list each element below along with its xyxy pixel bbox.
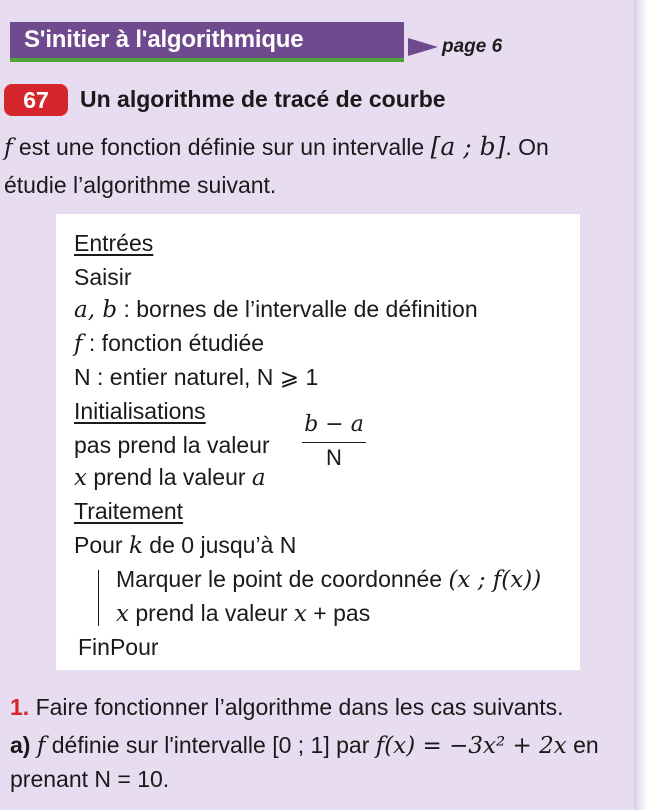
line-n: N : entier naturel, N ⩾ 1: [74, 364, 319, 390]
question-a-line-2: prenant N = 10.: [10, 766, 170, 792]
section-treatment: Traitement: [74, 498, 184, 524]
exercise-title: Un algorithme de tracé de courbe: [80, 86, 446, 112]
loop-post: de 0 jusqu’à N: [142, 532, 297, 558]
question-a-fn: f: [36, 733, 46, 759]
line-loop-body-1: [116, 566, 541, 593]
line-loop-start: [74, 532, 296, 559]
loop-pre: Pour: [74, 532, 129, 558]
intro-end: . On: [505, 134, 549, 160]
question-a-interval: [0 ; 1]: [272, 732, 330, 758]
intro-text: est une fonction définie sur un intervalle: [12, 134, 431, 160]
section-inputs: Entrées: [74, 230, 154, 256]
fraction-denominator: N: [326, 445, 342, 470]
arrow-right-icon: [408, 38, 438, 56]
banner-title: S'initier à l'algorithmique: [24, 26, 304, 53]
function-var: f: [74, 331, 83, 357]
fraction-bar: [302, 442, 366, 443]
bounds-vars: a, b: [74, 297, 118, 323]
line-pas: pas prend la valeur: [74, 432, 270, 458]
loop-body-bar: [98, 570, 99, 626]
question-1: [10, 694, 564, 721]
intro-line-1: [4, 132, 549, 161]
section-init: Initialisations: [74, 398, 206, 424]
line-saisir: Saisir: [74, 264, 132, 290]
question-a-formula: f(x) = −3x² + 2x: [375, 733, 567, 759]
section-banner: [10, 22, 404, 62]
x-var: x: [74, 465, 87, 491]
question-1-number: 1.: [10, 694, 30, 720]
body2-expr: x: [293, 601, 307, 627]
question-a-label: a): [10, 732, 31, 758]
mark-coord: (x ; f(x)): [448, 567, 542, 593]
body2-var: x: [116, 601, 129, 627]
x-text: prend la valeur: [86, 464, 252, 490]
body2-end: + pas: [306, 600, 371, 626]
line-function: [74, 330, 264, 357]
x-value: a: [251, 465, 266, 491]
question-a-text3: en: [566, 732, 599, 758]
question-a: [10, 732, 599, 759]
line-loop-body-2: [116, 600, 370, 627]
algorithm-box: [56, 214, 580, 670]
line-bounds: [74, 296, 478, 323]
question-a-text1: définie sur l'intervalle: [45, 732, 273, 758]
body2-text: prend la valeur: [128, 600, 294, 626]
mark-text: Marquer le point de coordonnée: [116, 566, 449, 592]
line-loop-end: FinPour: [78, 634, 159, 660]
loop-var: k: [128, 533, 143, 559]
intro-function-symbol: f: [4, 135, 13, 161]
bounds-text: : bornes de l’intervalle de définition: [117, 296, 478, 322]
intro-interval: [a ; b]: [430, 132, 506, 161]
line-x-init: [74, 464, 266, 491]
exercise-number-badge: 67: [4, 84, 68, 116]
function-text: : fonction étudiée: [82, 330, 265, 356]
page-reference: page 6: [442, 36, 503, 57]
fraction: [302, 412, 366, 471]
page-edge: [634, 0, 648, 810]
intro-line-2: étudie l’algorithme suivant.: [4, 172, 277, 198]
fraction-numerator: b − a: [304, 412, 364, 437]
question-a-text2: par: [329, 732, 376, 758]
question-1-text: Faire fonctionner l’algorithme dans les cas suivants.: [29, 694, 564, 720]
